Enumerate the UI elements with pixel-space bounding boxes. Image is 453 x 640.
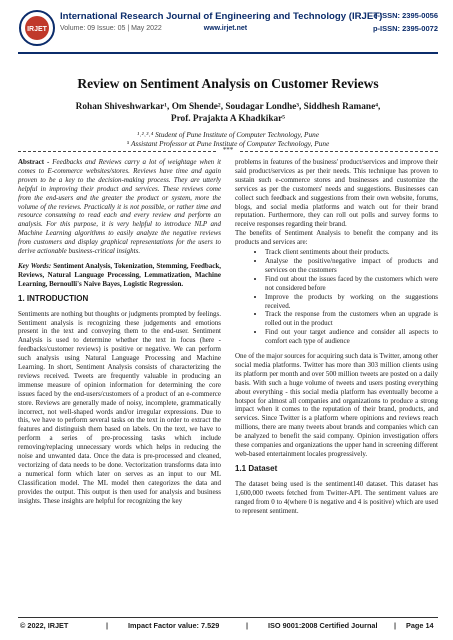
divider-mark: *** <box>222 146 234 154</box>
footer-page-number: Page 14 <box>406 621 434 630</box>
right-column <box>235 158 438 519</box>
affiliation-1: ¹˒²˒³˒⁴ Student of Pune Institute of Computer Technology, Pune <box>136 130 320 139</box>
irjet-logo-icon <box>18 9 56 47</box>
footer-separator: | <box>394 621 397 630</box>
abstract-label: Abstract - <box>18 158 50 166</box>
abstract <box>18 158 221 256</box>
benefits-list <box>235 248 438 346</box>
affiliation-2: ⁵ Assistant Professor at Pune Institute of Computer Technology, Pune <box>126 139 330 148</box>
paragraph-dataset: The dataset being used is the sentiment140 dataset. This dataset has 1,600,000 tweets fetched from Twitter-API. The sentiment values are ranged from 0 to 4(where 0 is negative and 4 is positive) which are used to represent sentiment. <box>235 479 438 515</box>
footer-rule <box>18 617 438 618</box>
intro-paragraph: Sentiments are nothing but thoughts or judgments prompted by feelings. Sentiment analysis is recognizing these judgements and emotions present in the text and conveying them to the end-user. Sentiment Analysis is used to determine whether the text in focus (here - feedbacks/customer reviews) is positive or negative. We can perform such analysis using Natural Language Processing and Machine Learning. In short, Sentiment Analysis consists of characterizing the reviews received. Tweets are frequently valuable in producing an immense measure of opinion information for determining the core issues faced by the end-users/customers of a product of an e-commerce store. Reviews are generally made of noisy, incomplete, grammatically incorrect, not well-shaped words and/or irregular expressions. Due to this, we have to perform several tasks on the text in order to extract the features and distinguish them based on labels. On the text, we have to perform a series of pre-processing tasks which include removing/replacing unnecessary words which helps in reducing the noise and unwanted data. Once the data is pre-processed and cleaned, vectorizing of data needs to be done. Vectorization transforms data into a numerical form which later on serves as an input to our ML Classification model. The ML model then categorizes the data and provides the output. This output is then used for analysis and business insights. These insights are helpful for recognizing the key <box>18 309 221 505</box>
volume-info: Volume: 09 Issue: 05 | May 2022 <box>60 25 162 32</box>
journal-website-link[interactable]: www.irjet.net <box>203 25 248 32</box>
footer-separator: | <box>106 621 109 630</box>
paragraph-problems: problems in features of the business' product/services and improve their said product/services as per their needs. This technique has proven to sustain such e-commerce stores and businesses and customize the services as per the customers' needs and suggestions. Businesses can collect such feedback and suggestions from their own website, forums, blogs, and social media platforms and watch out for their brand reputation. Furthermore, they can roll out polls and survey forms to receive responses regarding their brand. <box>235 158 438 229</box>
paragraph-twitter: One of the major sources for acquiring such data is Twitter, among other social media platforms. Twitter has more than 303 million clients using its platform per month and over 500 million tweets are posted on a daily basis. With such a huge volume of tweets and users posting everything about everything - this social media platform has eventually become a hotspot for almost all companies and organizations to produce a strong impact when it comes to the reputation of their brand, products, and services. Since Twitter is a platform where opinions and reviews reach millions, there are many tweets about brands and companies which can be analyzed to benefit the said company. Opinion investigation offers these companies and organizations the upper hand in screening different web-based entertainment locales progressively. <box>235 352 439 458</box>
list-item: • Analyse the positive/negative impact of products and services on the customers <box>265 257 438 275</box>
journal-header <box>18 9 438 49</box>
section-heading-introduction: 1. INTRODUCTION <box>18 293 89 303</box>
footer-copyright: © 2022, IRJET <box>20 621 69 630</box>
list-item: • Track the response from the customers when an upgrade is rolled out in the product <box>265 310 438 328</box>
list-item: • Find out about the issues faced by the customers which were not considered before <box>265 275 438 293</box>
eissn: e-ISSN: 2395-0056 <box>373 11 438 20</box>
left-column <box>18 158 221 510</box>
journal-title: International Research Journal of Engineering and Technology (IRJET) <box>60 11 383 22</box>
list-item: • Find out your target audience and consider all aspects to comfort each type of audience <box>265 328 438 346</box>
footer-separator: | <box>246 621 249 630</box>
section-divider <box>18 146 438 155</box>
list-item: • Improve the products by working on the suggestions received. <box>265 293 438 311</box>
header-rule <box>18 52 438 54</box>
list-item: • Track client sentiments about their products. <box>265 248 438 257</box>
journal-subline <box>60 25 247 32</box>
paper-title: Review on Sentiment Analysis on Customer Reviews <box>77 76 379 91</box>
footer-iso: ISO 9001:2008 Certified Journal <box>268 621 378 630</box>
section-heading-dataset: 1.1 Dataset <box>235 463 278 473</box>
paragraph-benefits: The benefits of Sentiment Analysis to benefit the company and its products and services are: <box>235 229 438 247</box>
footer-impact-factor: Impact Factor value: 7.529 <box>128 621 220 630</box>
logo-text: IRJET <box>27 26 47 33</box>
abstract-text: Feedbacks and Reviews carry a lot of weightage when it comes to E-commerce websites/stores. Reviews have time and again proven to be a key to the decision-making process. They are utterly helpful in improving their product and services. These reviews come from the end-users and the greater the product or system, more the volume of the reviews. Practically it is not possible, or rather time and resource consuming to read each and every review and perform an analysis. For this purpose, it is very helpful to introduce NLP and Machine Learning algorithms to easily analyze the negative reviews from customers and display graphical representations for the users to derive actionable business-critical insights. <box>18 158 221 256</box>
keywords-label: Key Words: <box>18 261 52 270</box>
pissn: p-ISSN: 2395-0072 <box>372 24 438 33</box>
authors-line-1: Rohan Shiveshwarkar¹, Om Shende², Soudagar Londhe³, Siddhesh Ramane⁴, <box>75 102 381 112</box>
author-list <box>18 101 438 125</box>
page-footer <box>18 621 438 633</box>
authors-line-2: Prof. Prajakta A Khadkikar⁵ <box>170 114 286 124</box>
keywords-text: Sentiment Analysis, Tokenization, Stemming, Feedback, Reviews, Natural Language Processing, Lemmatization, Machine Learning, Bernoulli's Naive Bayes, Logistic Regression. <box>18 261 221 288</box>
keywords <box>18 262 221 289</box>
